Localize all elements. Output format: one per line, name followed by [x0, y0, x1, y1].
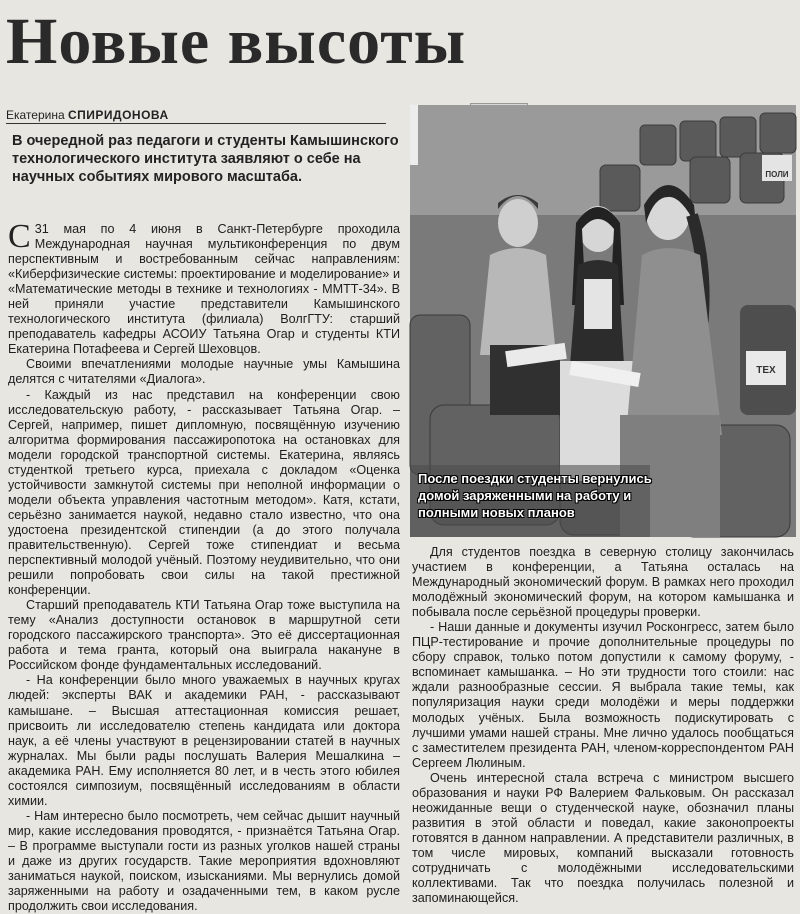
- seat-logo-text: ПОЛИ: [765, 170, 789, 179]
- headline: Новые высоты: [6, 5, 467, 78]
- article-paragraph: Своими впечатлениями молодые научные умы Камышина делятся с читателями «Диалога».: [8, 357, 400, 387]
- article-paragraph: - Наши данные и документы изучил Росконгресс, затем было ПЦР-тестирование и прочие дополнительные процедуры по сбору справок, только потом допустили к самому форуму, - вспоминает камышанка. – Но эти трудности того стоили: нас ждали разнообразные сессии. Я выбрала такие темы, как популяризация науки среди молодёжи и меры поддержки молодых учёных. Была возможность подискутировать с лучшими умами нашей страны. Мне лично удалось пообщаться с заместителем президента РАН, членом-корреспондентом РАН Сергеем Люлиным.: [412, 620, 794, 770]
- article-column-left: [8, 218, 400, 914]
- author-first-name: Екатерина: [6, 108, 65, 122]
- byline: [6, 107, 386, 124]
- article-paragraph: Для студентов поездка в северную столицу закончилась участием в конференции, а Татьяна осталась на Международный экономический форум. В рамках него проходил молодёжный экономический форум, на котором камышанка и побывала после серьёзной процедуры проверки.: [412, 545, 794, 620]
- photo-caption: После поездки студенты вернулись домой заряженными на работу и полными новых планов: [418, 471, 652, 520]
- article-paragraph: [8, 218, 400, 357]
- article-paragraph: - На конференции было много уважаемых в научных кругах людей: эксперты ВАК и академики РАН, - рассказывают камышане. – Высшая аттестационная комиссия решает, присвоить ли исследователю степень кандидата или доктора наук, а её члены участвуют в рецензировании статей в научных журналах. Мы были рады послушать Валерия Мешалкина – академика РАН. Ему исполняется 80 лет, и в честь этого юбилея состоялся симпозиум, посвящённый исследованиям в области химии.: [8, 673, 400, 808]
- paragraph-text: 31 мая по 4 июня в Санкт-Петербурге проходила Международная научная мультиконференция по двум перспективным и востребованным сейчас направлениям: «Киберфизические системы: проектирование и моделирование» и «Математические методы в технике и технологиях - ММТТ-34». В ней приняли участие представители Камышинского технологического института (филиала) ВолгГТУ: старший преподаватель кафедры АСОИУ Татьяна Огар и студенты КТИ Екатерина Потафеева и Сергей Шеховцов.: [8, 222, 400, 357]
- drop-cap: С: [8, 218, 31, 255]
- article-paragraph: - Каждый из нас представил на конференции свою исследовательскую работу, - рассказывает Татьяна Огар. – Сергей, например, пишет дипломную, посвящённую изучению алгоритма формирования пассажиропотока на остановках для модели городской транспортной системы. Екатерина, являясь студенткой третьего курса, приехала с докладом «Оценка устойчивости замкнутой системы при неполной информации о модели объекта управления частотным методом». Катя, кстати, серьёзно занимается наукой, недавно стало известно, что она удостоена президентской стипендии (а до этого получала правительственную). Сергей тоже стипендиат и весьма перспективный молодой учёный. Поэтому неудивительно, что они решили попробовать свои силы на такой престижной конференции.: [8, 387, 400, 598]
- article-paragraph: Очень интересной стала встреча с министром высшего образования и науки РФ Валерием Фальковым. Он рассказал неожиданные вещи о студенческой науке, обозначил планы развития в этой области и поведал, какие законопроекты готовятся в данном направлении. А представители различных, в том числе мировых, компаний высказали готовность сотрудничать с молодёжными исследовательскими коллективами. Так что поездка получилась полезной и запоминающейся.: [412, 770, 794, 906]
- article-column-right: [412, 545, 794, 906]
- article-paragraph: - Нам интересно было посмотреть, чем сейчас дышит научный мир, какие исследования проводятся, - признаётся Татьяна Огар. – В программе выступали гости из разных уголков нашей страны и даже из других государств. Такие мероприятия вдохновляют заниматься наукой, поиском, изысканиями. Мы вернулись домой заряженными на работу и озадаченными тем, в каком русле продолжить свои исследования.: [8, 808, 400, 914]
- article-paragraph: Старший преподаватель КТИ Татьяна Огар тоже выступила на тему «Анализ доступности остановок в маршрутной сети городского пассажирского транспорта». Это её диссертационная работа и тема гранта, который она выиграла накануне в Российском фонде фундаментальных исследований.: [8, 598, 400, 673]
- lead-paragraph: В очередной раз педагоги и студенты Камышинского технологического института заявляют о себе на научных событиях мирового масштаба.: [12, 133, 399, 185]
- seat-sign-text: ТЕХ: [756, 365, 776, 376]
- author-surname: СПИРИДОНОВА: [67, 108, 169, 122]
